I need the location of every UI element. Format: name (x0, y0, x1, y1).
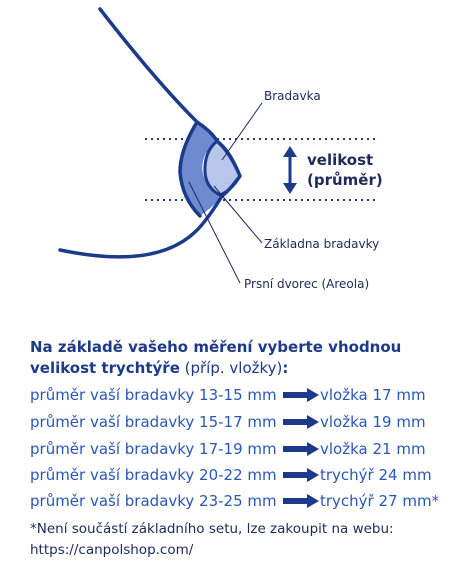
row-nipple-diameter: průměr vaší bradavky 15-17 mm (30, 413, 277, 431)
size-row-5 (30, 489, 450, 513)
heading-colon: : (282, 359, 289, 377)
row-nipple-diameter: průměr vaší bradavky 20-22 mm (30, 466, 277, 484)
row-nipple-diameter: průměr vaší bradavky 23-25 mm (30, 492, 277, 510)
size-row-4 (30, 463, 450, 487)
row-nipple-diameter: průměr vaší bradavky 13-15 mm (30, 386, 277, 404)
row-recommended-size: vložka 19 mm (320, 413, 426, 431)
row-recommended-size: vložka 21 mm (320, 440, 426, 458)
label-areola: Prsní dvorec (Areola) (244, 277, 370, 291)
arrow-right-icon (283, 415, 319, 429)
row-recommended-size: trychýř 27 mm* (320, 492, 440, 510)
heading-light: (příp. vložky) (179, 359, 283, 377)
label-size-line1: velikost (307, 151, 374, 169)
size-row-3 (30, 437, 450, 461)
arrow-right-icon (283, 468, 319, 482)
size-double-arrow (283, 146, 297, 194)
leader-nipple (222, 103, 262, 160)
leader-nipple-base (214, 186, 262, 243)
footnote: *Není součástí základního setu, lze zakoupit na webu: https://canpolshop.com/ (30, 521, 394, 558)
breast-outline (60, 9, 240, 257)
row-recommended-size: vložka 17 mm (320, 386, 426, 404)
arrow-right-icon (283, 442, 319, 456)
label-nipple-base: Základna bradavky (264, 237, 380, 251)
row-recommended-size: trychýř 24 mm (320, 466, 432, 484)
heading-bold: Na základě vašeho měření vyberte vhodnou velikost trychtýře (30, 338, 402, 377)
instruction-heading (30, 337, 450, 379)
row-nipple-diameter: průměr vaší bradavky 17-19 mm (30, 440, 277, 458)
label-size-line2: (průměr) (307, 171, 383, 189)
size-row-1 (30, 383, 450, 407)
arrow-right-icon (283, 388, 319, 402)
size-row-2 (30, 410, 450, 434)
arrow-right-icon (283, 494, 319, 508)
label-nipple: Bradavka (264, 89, 321, 103)
